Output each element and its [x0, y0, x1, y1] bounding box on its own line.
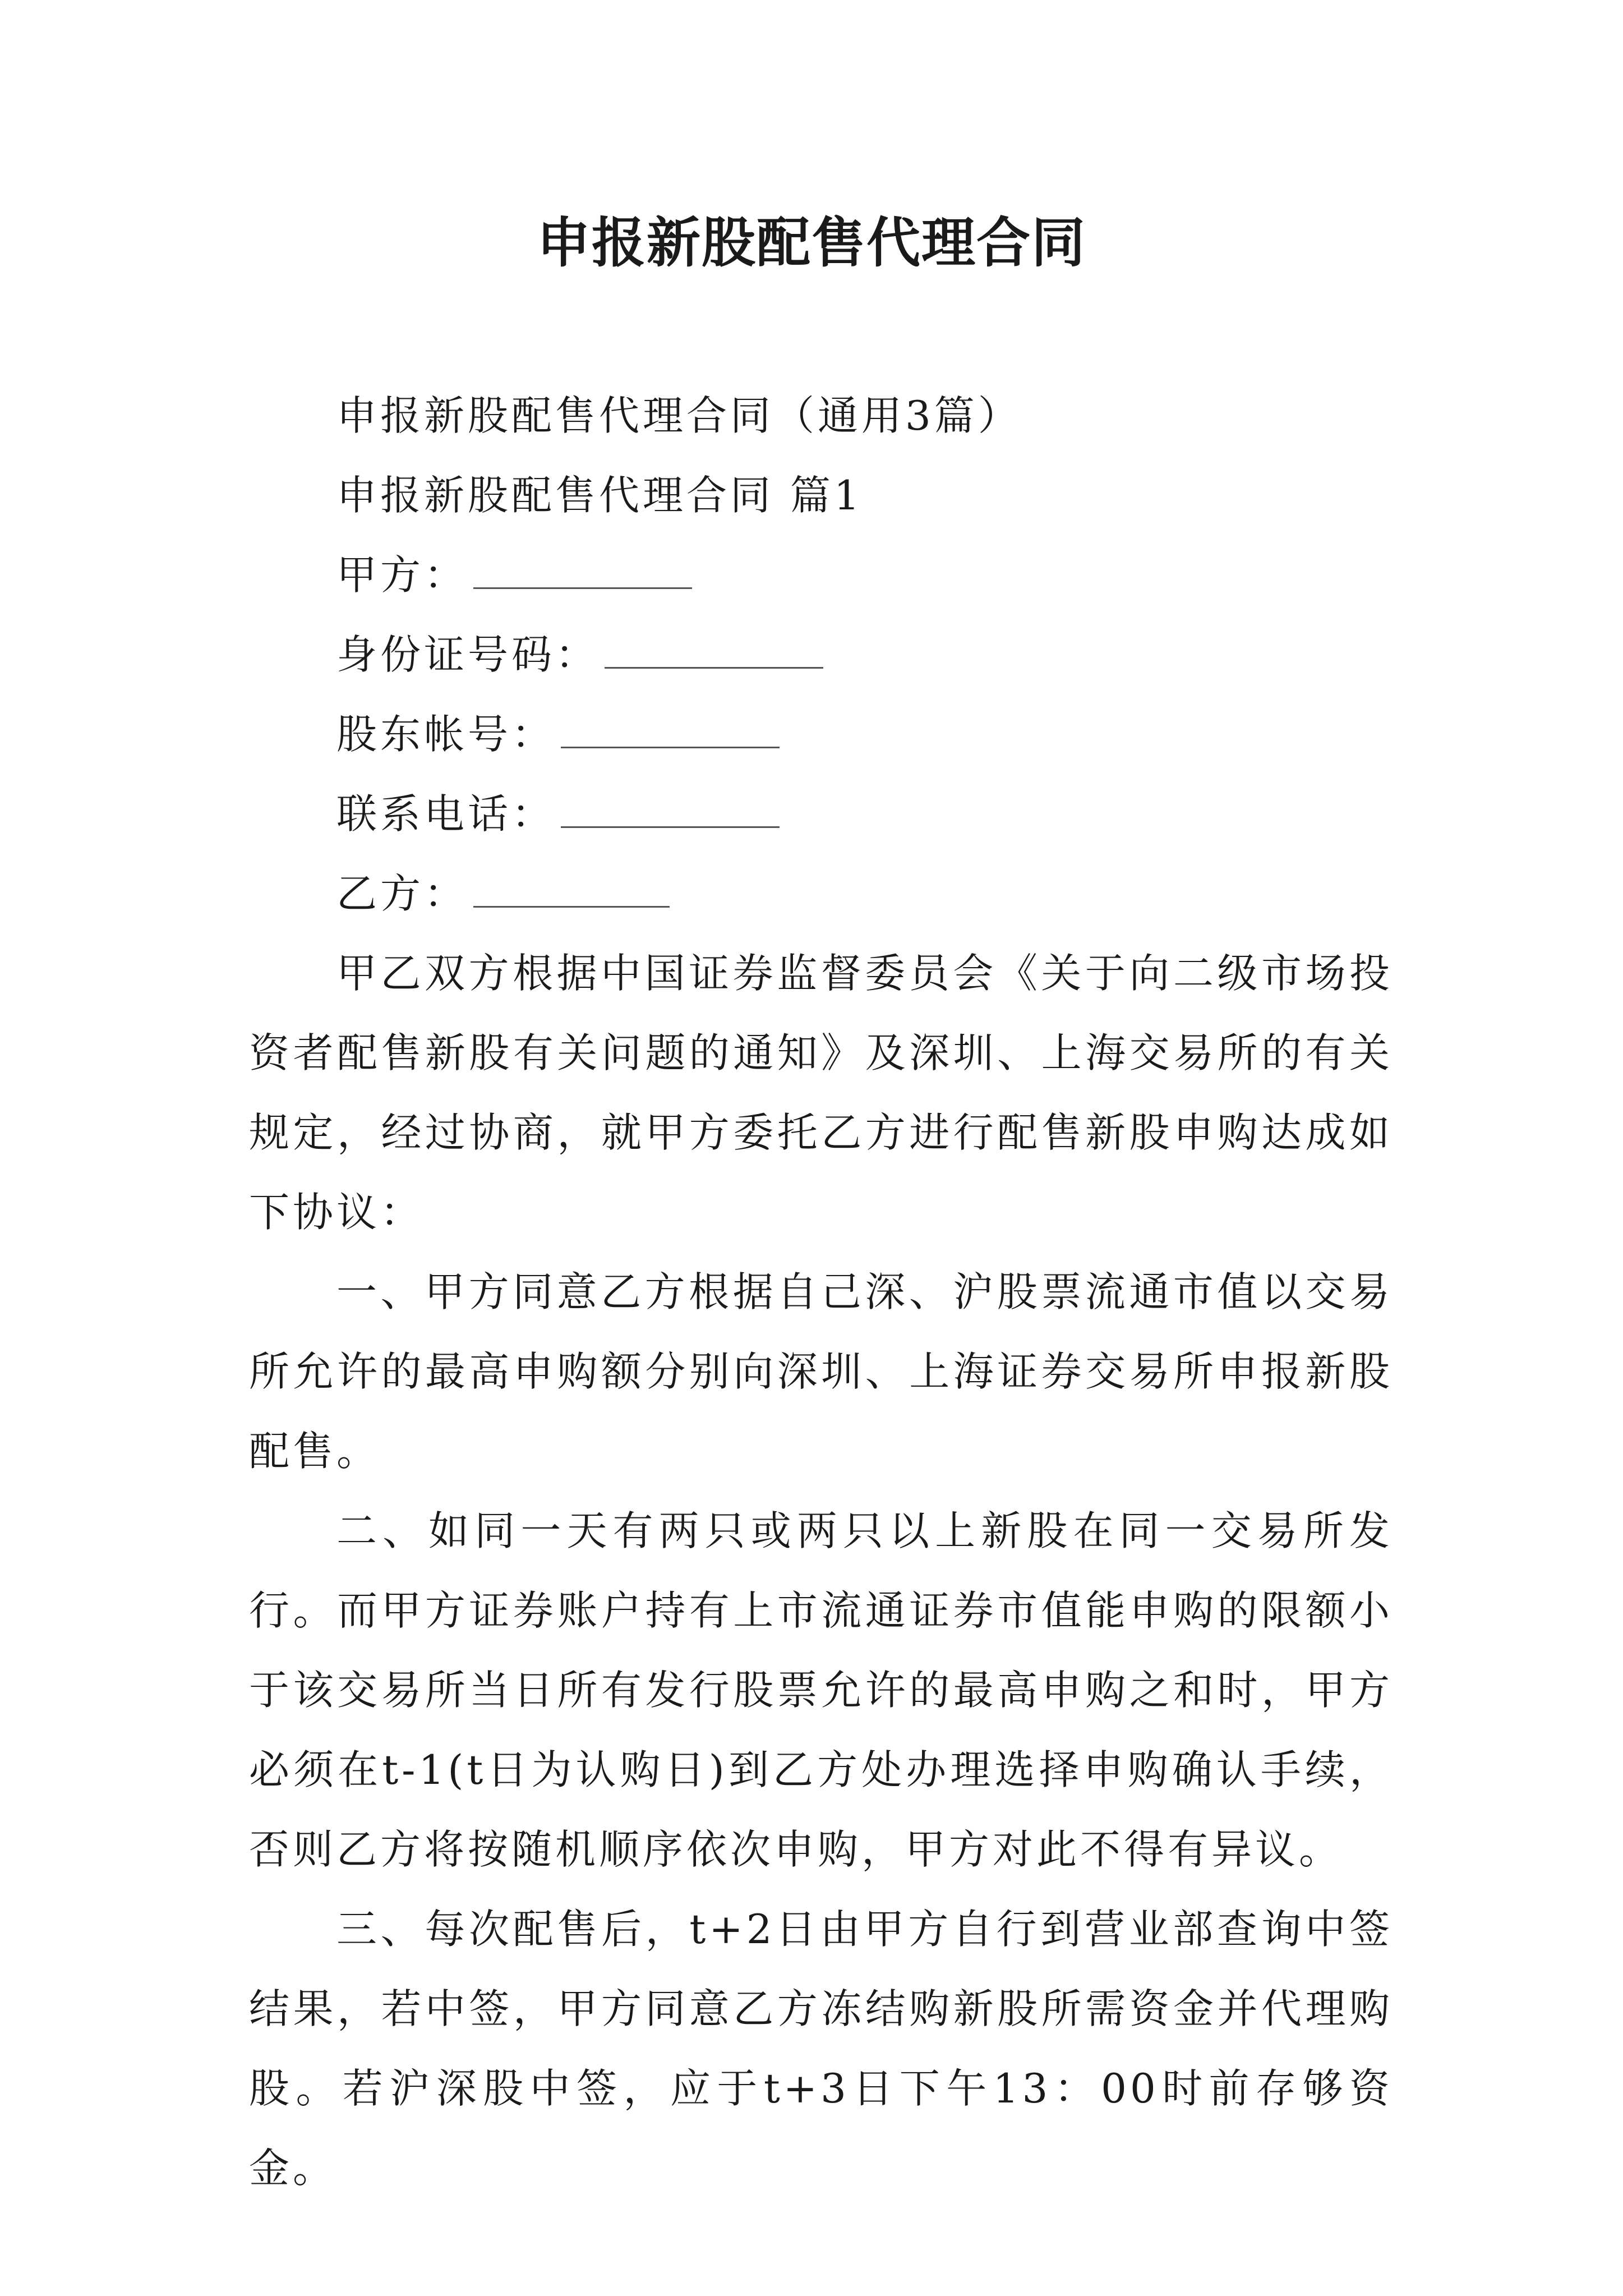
field-label: 甲方： [336, 551, 468, 599]
blank-line [473, 570, 692, 589]
blank-line [561, 809, 780, 828]
document-subtitle: 申报新股配售代理合同（通用3篇） [336, 392, 1022, 439]
field-id-number [249, 615, 1393, 694]
paragraph-clause-2: 二、如同一天有两只或两只以上新股在同一交易所发行。而甲方证券账户持有上市流通证券市值能申购的限额小于该交易所当日所有发行股票允许的最高申购之和时，甲方必须在t-1(t日为认购日)到乙方处办理选择申购确认手续，否则乙方将按随机顺序依次申购，甲方对此不得有异议。 [249, 1507, 1393, 1873]
field-party-b [249, 854, 1393, 933]
field-label: 乙方： [336, 870, 468, 917]
paragraph-clause-3: 三、每次配售后，t+2日由甲方自行到营业部查询中签结果，若中签，甲方同意乙方冻结购新股所需资金并代理购股。若沪深股中签，应于t+3日下午13：00时前存够资金。 [249, 1906, 1393, 2192]
field-label: 股东帐号： [336, 711, 556, 758]
document-title: 申报新股配售代理合同 [537, 211, 1086, 274]
document-body [249, 376, 1393, 2208]
blank-line [605, 650, 823, 669]
blank-line [561, 730, 780, 748]
field-shareholder-account [249, 694, 1393, 774]
field-label: 联系电话： [336, 790, 556, 838]
paragraph-clause-1: 一、甲方同意乙方根据自己深、沪股票流通市值以交易所允许的最高申购额分别向深圳、上海证券交易所申报新股配售。 [249, 1268, 1393, 1475]
field-phone [249, 774, 1393, 854]
paragraph-preamble: 甲乙双方根据中国证券监督委员会《关于向二级市场投资者配售新股有关问题的通知》及深圳、上海交易所的有关规定，经过协商，就甲方委托乙方进行配售新股申购达成如下协议： [249, 950, 1393, 1236]
blank-line [473, 889, 670, 908]
field-label: 身份证号码： [336, 631, 600, 678]
section-heading: 申报新股配售代理合同 篇1 [336, 472, 863, 519]
field-party-a [249, 535, 1393, 615]
